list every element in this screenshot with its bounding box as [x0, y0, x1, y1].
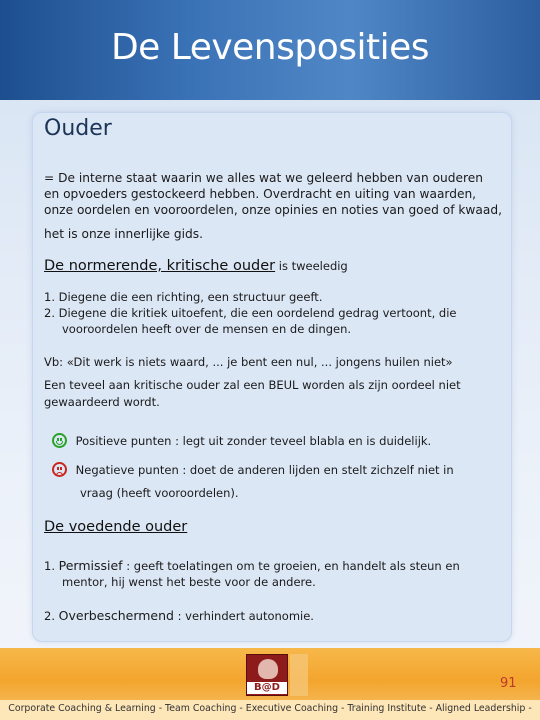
logo-side-bar [290, 654, 308, 696]
definition-line-4: het is onze innerlijke gids. [44, 227, 204, 241]
negative-text-cont: vraag (heeft vooroordelen). [80, 486, 239, 500]
sad-face-icon [52, 462, 67, 477]
definition-line-2: en opvoeders gestockeerd hebben. Overdracht en uiting van waarden, [44, 187, 477, 201]
title-bar [0, 0, 540, 100]
positive-text: Positieve punten : legt uit zonder teveel blabla en is duidelijk. [75, 434, 432, 448]
critical-item-2: 2. Diegene die kritiek uitoefent, die een oordelend gedrag vertoont, die [44, 306, 457, 320]
critical-heading: De normerende, kritische ouder [44, 258, 276, 274]
nurturing-heading-block [44, 519, 187, 535]
critical-heading-suffix: is tweeledig [275, 259, 348, 273]
nurturing-item-2-term: Overbeschermend [58, 608, 174, 623]
critical-warning-2: gewaardeerd wordt. [44, 395, 160, 409]
definition-line-1: = De interne staat waarin we alles wat we geleerd hebben van ouderen [44, 171, 483, 185]
nurturing-heading: De voedende ouder [44, 519, 188, 535]
happy-face-icon [52, 433, 67, 448]
definition-line-3: onze oordelen en vooroordelen, onze opinies en noties van goed of kwaad, [44, 203, 502, 217]
nurturing-item-1-text: : geeft toelatingen om te groeien, en handelt als steun en [122, 559, 460, 573]
negative-text: Negatieve punten : doet de anderen lijden en stelt zichzelf niet in [75, 463, 454, 477]
nurturing-item-2-text: : verhindert autonomie. [173, 609, 314, 623]
logo-figure-icon [258, 659, 278, 679]
nurturing-item-2 [44, 608, 314, 624]
nurturing-item-1-cont: mentor, hij wenst het beste voor de andere. [62, 575, 316, 589]
footer-tagline: Corporate Coaching & Learning - Team Coaching - Executive Coaching - Training Institute - Aligned Leadership - [8, 703, 532, 714]
logo-text: B@D [247, 682, 287, 694]
section-title: Ouder [44, 116, 112, 141]
nurturing-item-1-num: 1. [44, 559, 55, 573]
nurturing-item-2-num: 2. [44, 609, 55, 623]
positive-point [52, 433, 431, 449]
nurturing-item-1 [44, 558, 460, 574]
nurturing-item-1-term: Permissief [58, 558, 123, 573]
critical-item-1: 1. Diegene die een richting, een structuur geeft. [44, 290, 323, 304]
negative-point [52, 462, 454, 478]
page-title: De Levensposities [110, 26, 430, 68]
critical-example: Vb: «Dit werk is niets waard, ... je bent een nul, ... jongens huilen niet» [44, 355, 453, 369]
page-number: 91 [500, 676, 517, 691]
critical-heading-block [44, 258, 348, 274]
critical-item-2-cont: vooroordelen heeft over de mensen en de dingen. [62, 322, 352, 336]
critical-warning-1: Een teveel aan kritische ouder zal een BEUL worden als zijn oordeel niet [44, 378, 461, 392]
